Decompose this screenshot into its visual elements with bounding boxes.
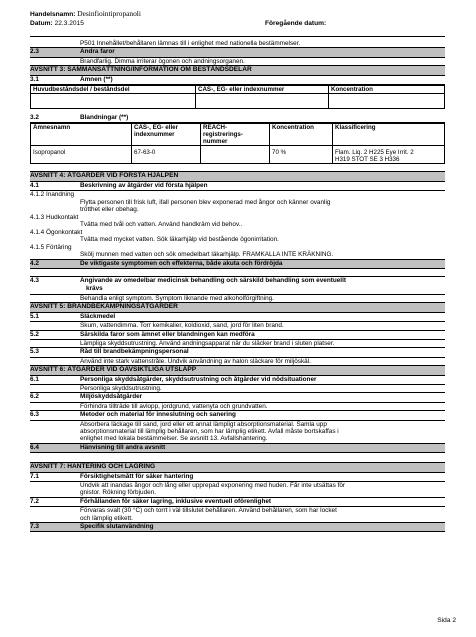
body-text: Tvätta med mycket vatten. Sök läkarhjälp vid bestående ögonirritation.: [80, 236, 279, 244]
body-text: Använd inte stark vattenstråle. Undvik användning av halon släckare för miljöskäl.: [80, 357, 311, 365]
body-text: Flytta personen till frisk luft, ifall personen blev exponerad med ångor och känner ovanlig: [80, 198, 331, 206]
trade-name-value: Desinfiointipropanoli: [77, 9, 141, 18]
body-text: absorptionsmaterial till lämplig behållaren, som har lämplig etikett. Avfall måste bortskaffas i: [80, 427, 339, 435]
body-text: gnistor. Rökning förbjuden.: [80, 489, 157, 497]
body-text: Lämpliga skyddsutrustning. Använd andningsapparat när du släcker brand i sluten platser.: [80, 339, 335, 347]
body-text: Förhindra tillträde till avlopp, jordgrund, vattenyta och grundvatten.: [80, 402, 268, 410]
body-text: Skum, vattendimma. Torr kemikalier, koldioxid, sand, jord för liten brand.: [80, 322, 284, 330]
subsection-label: 4.1.3 Hudkontakt: [30, 213, 79, 221]
page-number: Sida 2: [437, 617, 456, 624]
section-header: AVSNITT 3: SAMMANSÄTTNING/INFORMATION OM BESTÅNDSDELAR: [30, 65, 445, 75]
subsection-header: 7.3 Specifik slutanvändning: [30, 522, 445, 532]
previous-date-label: Föregående datum:: [265, 20, 327, 27]
section-header: AVSNITT 7: HANTERING OCH LAGRING: [30, 462, 445, 472]
subsection-header: 6.4 Hänvisning till andra avsnitt: [30, 443, 445, 453]
date-value: 22.3.2015: [54, 20, 84, 27]
subsection-header: 4.2 De viktigaste symptomen och effekterna, både akuta och fördröjda: [30, 259, 445, 269]
body-text: Tvätta med tvål och vatten. Använd handkräm vid behov..: [80, 221, 243, 229]
body-text: Undvik att inandas ångor och lång eller upprepad exponering med huden. Får inte utsättas för: [80, 482, 346, 489]
body-text: Brandfarlig. Dimma irriterar ögonen och andningsorganen.: [80, 57, 245, 65]
mixtures-table: [30, 123, 445, 164]
subsection-header: 5.1 Släckmedel: [30, 313, 445, 322]
date-label: Datum:: [30, 20, 53, 27]
document-header: [30, 6, 445, 37]
subsection-header: 4.3 Angivande av omedelbar medicinsk behandling och särskild behandling som eventuellt krävs: [30, 276, 445, 294]
substances-table: [30, 85, 445, 109]
subsection-header: 6.2 Miljöskyddsåtgärder: [30, 392, 445, 402]
section-header: AVSNITT 4: ÅTGÄRDER VID FÖRSTA HJÄLPEN: [30, 171, 445, 181]
subsection-header: 5.2 Särskilda faror som ämnet eller blandningen kan medföra: [30, 330, 445, 340]
subsection-header: 4.1 Beskrivning av åtgärder vid första hjälpen: [30, 182, 445, 191]
table-header-row: Ämnesnamn CAS-, EG- eller indexnummer REACH- registrerings- nummer Koncentration Klassificering: [31, 124, 445, 146]
table-row: [31, 94, 445, 109]
subsection-header: 3.2 Blandningar (**): [30, 114, 445, 123]
body-text: Personliga skyddsutrustning.: [80, 384, 162, 392]
subsection-header: 7.1 Försiktighetsmått för säker hantering: [30, 473, 445, 482]
subsection-header: 6.1 Personliga skyddsåtgärder, skyddsutrustning och åtgärder vid nödsituationer: [30, 376, 445, 385]
body-text: enlighet med lokala bestämmelser. Se avsnitt 13. Avfallshantering.: [80, 435, 268, 443]
section-header: AVSNITT 5: BRANDBEKÄMPNINGSÅTGÄRDER: [30, 302, 445, 312]
body-text: Förvaras svalt (30 °C) och torrt i väl tillslutet behållaren. Använd behållaren, som har locket: [80, 507, 337, 515]
section-header: AVSNITT 6: ÅTGÄRDER VID OAVSIKTLIGA UTSLÄPP: [30, 365, 445, 375]
subsection-header: 6.3 Metoder och material för inneslutning och sanering: [30, 410, 445, 420]
body-text: Skölj munnen med vatten och sök omedelbart läkarhjälp. FRAMKALLA INTE KRÄKNING.: [80, 251, 334, 259]
body-text: P501 Innehållet/behållaren lämnas till i enlighet med nationella bestämmelser.: [80, 40, 301, 47]
subsection-label: 4.1.2 Inandning: [30, 191, 75, 199]
subsection-label: 4.1.4 Ögonkontakt: [30, 228, 83, 236]
table-header-row: Huvudbeståndsdel / beståndsdel CAS-, EG- eller indexnummer Koncentration: [31, 86, 445, 94]
body-text: Absorbera läckage till sand, jord eller ett annat lämpligt absorptionsmaterial. Samla upp: [80, 420, 327, 428]
body-text: Behandla enligt symptom. Symptom liknande med alkoholförgiftning.: [30, 294, 445, 302]
body-text: och lämplig etikett.: [80, 514, 133, 522]
subsection-header: 3.1 Ämnen (**): [30, 76, 445, 85]
trade-name-label: Handelsnamn:: [30, 11, 76, 18]
body-text: trötthet eller obehag.: [80, 206, 139, 214]
subsection-header: 7.2 Förhållanden för säker lagring, inklusive eventuell oförenlighet: [30, 497, 445, 507]
subsection-label: 4.1.5 Förtäring: [30, 243, 72, 251]
subsection-header: 2.3 Andra faror: [30, 47, 445, 57]
sds-page: [30, 6, 445, 532]
table-row: Isopropanol 67-63-0 70 % Flam. Liq. 2 H225 Eye Irrit. 2 H319 STOT SE 3 H336: [31, 146, 445, 164]
subsection-header: 5.3 Råd till brandbekämpningspersonal: [30, 347, 445, 357]
